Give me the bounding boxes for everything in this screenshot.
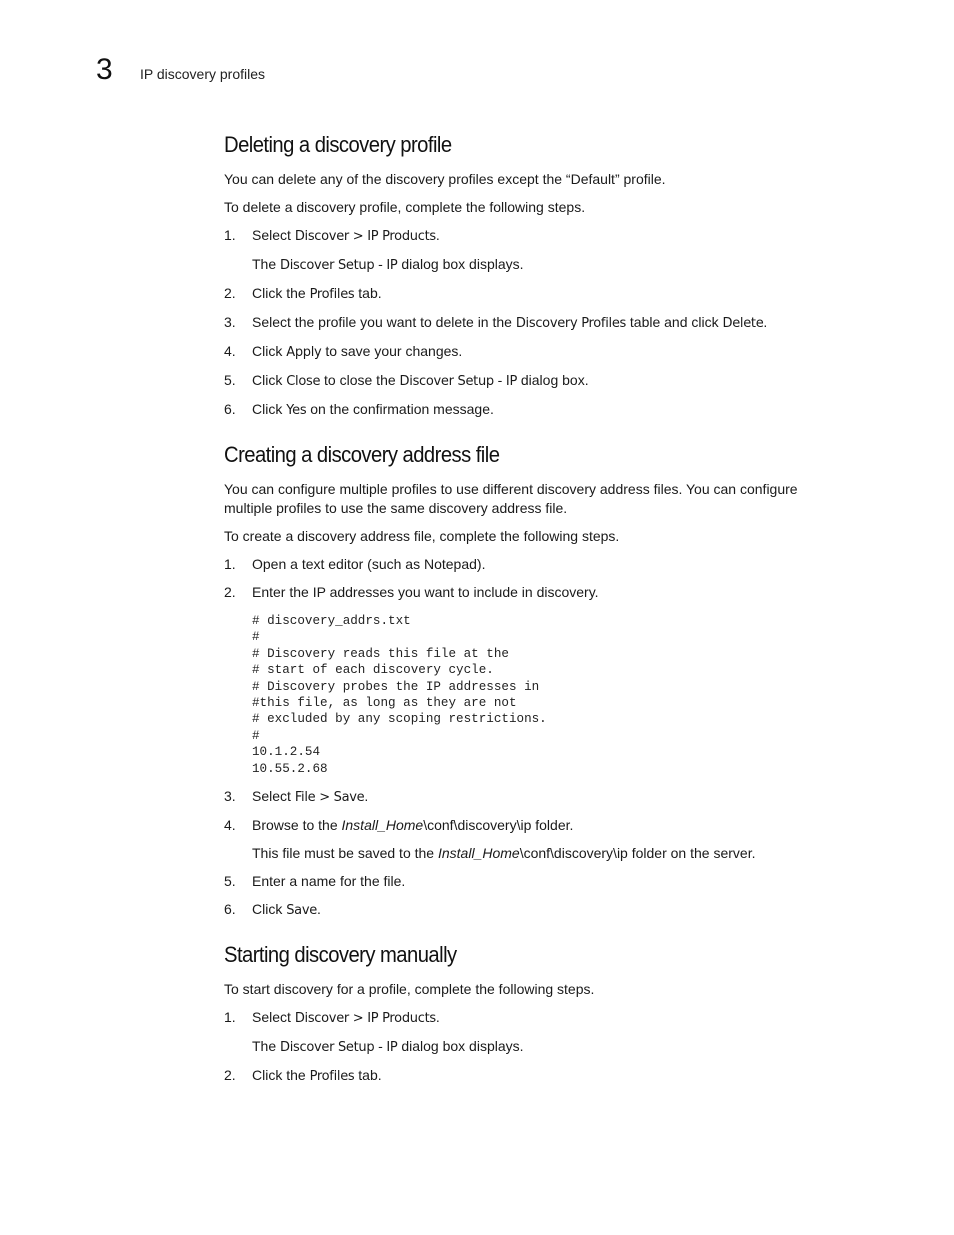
- path-variable: Install_Home: [437, 845, 520, 862]
- section-heading: Starting discovery manually: [224, 942, 457, 968]
- dialog-name: Discover Setup - IP: [399, 374, 517, 389]
- step-text: .: [435, 227, 440, 243]
- step-text: Enter the IP addresses you want to include in discovery.: [252, 584, 599, 600]
- step-text: Click: [252, 901, 287, 918]
- step-number: 4.: [224, 817, 236, 834]
- step-item: [224, 342, 844, 362]
- step-number: 5.: [224, 873, 236, 890]
- table-name: Discovery Profiles: [515, 316, 626, 331]
- step-number: 6.: [224, 901, 236, 918]
- section-heading: Deleting a discovery profile: [224, 132, 452, 157]
- step-text: \conf\discovery\ip folder.: [423, 817, 574, 834]
- note-text: The: [252, 256, 281, 272]
- tab-name: Profiles: [309, 287, 355, 302]
- step-text: Select the profile you want to delete in the: [252, 314, 516, 330]
- note-text: \conf\discovery\ip folder on the server.: [519, 845, 756, 862]
- section-creating-address-file: [224, 442, 844, 920]
- note-text: This file must be saved to the: [252, 845, 438, 862]
- tab-name: Profiles: [309, 1069, 355, 1085]
- step-note: [224, 255, 844, 275]
- step-item: [224, 371, 844, 391]
- step-text: Click: [252, 372, 287, 388]
- button-name: Apply: [286, 345, 322, 360]
- section-deleting-profile: [224, 132, 844, 420]
- step-text: on the confirmation message.: [306, 401, 494, 417]
- step-item: [224, 1066, 844, 1086]
- step-item: [224, 400, 844, 420]
- step-text: Open a text editor (such as Notepad).: [252, 556, 486, 572]
- step-number: 1.: [224, 1009, 236, 1026]
- step-item: [224, 787, 844, 807]
- step-text: Click: [252, 343, 287, 359]
- step-text: .: [316, 901, 321, 918]
- step-number: 3.: [224, 788, 236, 805]
- step-text: Browse to the: [252, 817, 342, 834]
- step-item: [224, 583, 844, 602]
- code-block: # discovery_addrs.txt # # Discovery reads this file at the # start of each discovery cycle. # Discovery probes the IP addresses in #this file, as long as they are not # excluded by any scoping restrictions. # 10.1.2.54 10.55.2.68: [252, 614, 547, 776]
- chapter-number: 3: [96, 53, 113, 86]
- step-note: [224, 1037, 844, 1057]
- step-text: dialog box.: [516, 372, 589, 388]
- step-number: 6.: [224, 401, 236, 417]
- step-item: [224, 816, 844, 835]
- menu-path: File > Save: [294, 790, 365, 806]
- note-text: The: [252, 1038, 281, 1055]
- dialog-name: Discover Setup - IP: [280, 1040, 398, 1056]
- menu-path: Discover > IP Products: [294, 1011, 436, 1027]
- step-text: Click: [252, 401, 287, 417]
- paragraph: You can configure multiple profiles to use different discovery address files. You can configure multiple profiles to use the same discovery address file.: [224, 481, 798, 516]
- step-text: to save your changes.: [321, 343, 463, 359]
- note-text: dialog box displays.: [397, 1038, 524, 1055]
- step-text: Enter a name for the file.: [252, 873, 406, 890]
- step-text: Select: [252, 227, 295, 243]
- dialog-name: Discover Setup - IP: [280, 258, 398, 273]
- section-heading: Creating a discovery address file: [224, 442, 500, 467]
- step-number: 5.: [224, 372, 236, 388]
- step-text: .: [435, 1009, 440, 1026]
- step-text: to close the: [320, 372, 400, 388]
- section-starting-discovery: [224, 942, 844, 1086]
- step-number: 3.: [224, 314, 236, 330]
- step-text: Click the: [252, 1067, 310, 1084]
- step-note: [224, 844, 844, 863]
- step-item: [224, 1008, 844, 1028]
- menu-path: Discover > IP Products: [294, 229, 436, 244]
- step-text: Select: [252, 788, 295, 805]
- step-text: tab.: [354, 285, 382, 301]
- step-number: 4.: [224, 343, 236, 359]
- button-name: Yes: [286, 403, 307, 418]
- step-text: tab.: [354, 1067, 382, 1084]
- chapter-title: IP discovery profiles: [140, 66, 266, 82]
- step-text: table and click: [626, 314, 723, 330]
- paragraph: To delete a discovery profile, complete the following steps.: [224, 199, 586, 215]
- step-item: [224, 555, 844, 574]
- step-item: [224, 313, 844, 333]
- step-text: .: [763, 314, 768, 330]
- note-text: dialog box displays.: [397, 256, 524, 272]
- paragraph: To create a discovery address file, complete the following steps.: [224, 528, 620, 544]
- step-text: .: [364, 788, 369, 805]
- step-text: Select: [252, 1009, 295, 1026]
- step-number: 2.: [224, 285, 236, 301]
- step-number: 2.: [224, 584, 236, 600]
- button-name: Save: [286, 903, 317, 919]
- path-variable: Install_Home: [341, 817, 424, 834]
- button-name: Delete: [722, 316, 764, 331]
- page-content: [224, 130, 844, 1086]
- paragraph: You can delete any of the discovery profiles except the “Default” profile.: [224, 171, 666, 187]
- step-number: 2.: [224, 1067, 236, 1084]
- step-item: [224, 872, 844, 891]
- step-text: Click the: [252, 285, 310, 301]
- button-name: Close: [286, 374, 321, 389]
- paragraph: To start discovery for a profile, complete the following steps.: [224, 981, 595, 998]
- step-item: [224, 226, 844, 246]
- step-item: [224, 284, 844, 304]
- step-number: 1.: [224, 556, 236, 572]
- step-number: 1.: [224, 227, 236, 243]
- step-item: [224, 900, 844, 920]
